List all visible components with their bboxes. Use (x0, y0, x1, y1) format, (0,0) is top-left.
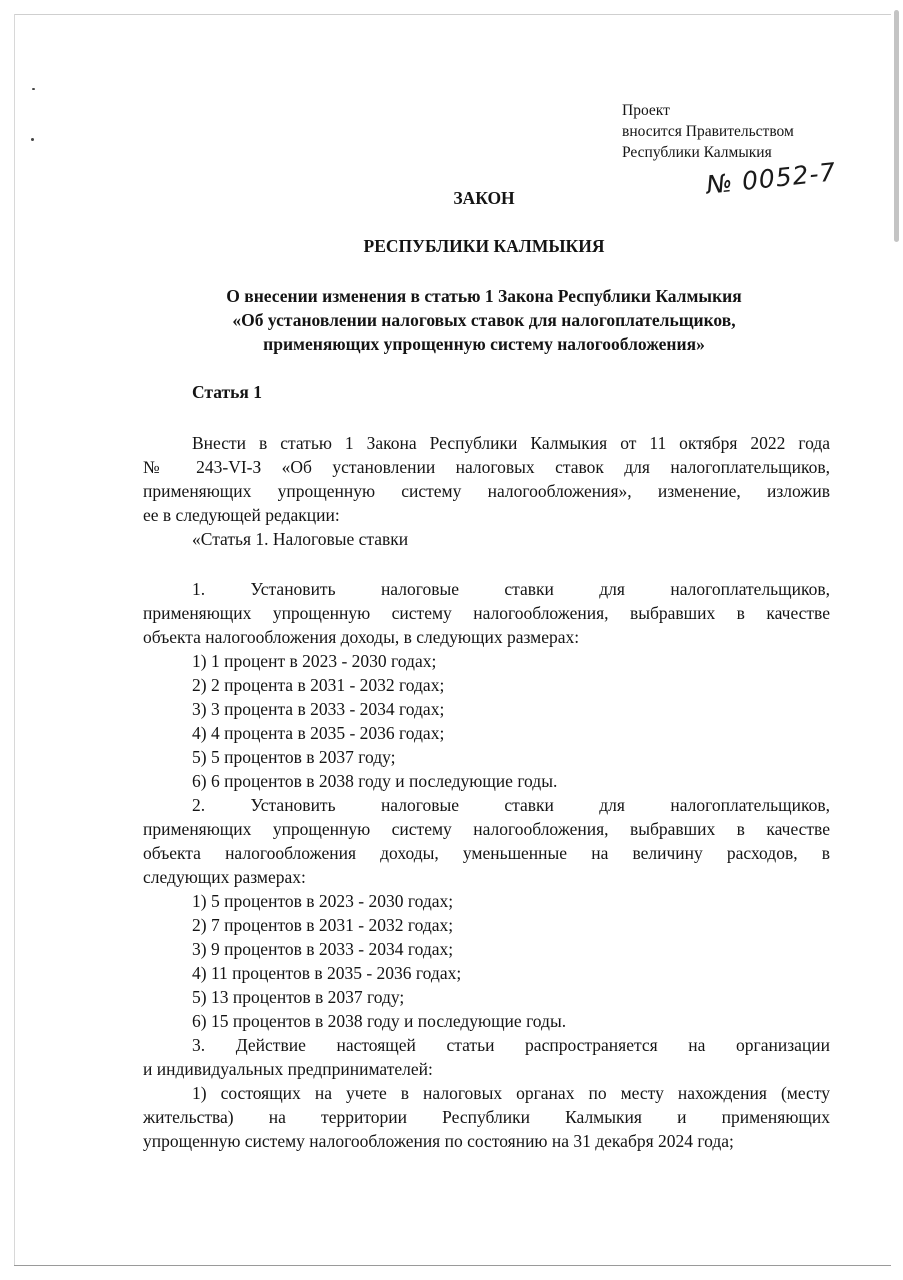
list-item: 5) 5 процентов в 2037 году; (192, 747, 396, 767)
page-edge-top (14, 14, 891, 15)
list-item: 1) 5 процентов в 2023 - 2030 годах; (192, 891, 454, 911)
page-edge-bottom (14, 1265, 891, 1266)
list-item: 3) 9 процентов в 2033 - 2034 годах; (192, 939, 454, 959)
handwritten-registration-number: № 0052-7 (704, 157, 838, 200)
list-item: 2) 2 процента в 2031 - 2032 годах; (192, 675, 445, 695)
law-heading-line: «Об установлении налоговых ставок для налогоплательщиков, (232, 310, 736, 330)
body-line: № 243-VI-З «Об установлении налоговых ставок для налогоплательщиков, (143, 457, 830, 477)
scan-speck (32, 88, 35, 90)
list-item: 1) 1 процент в 2023 - 2030 годах; (192, 651, 437, 671)
list-item: 4) 4 процента в 2035 - 2036 годах; (192, 723, 445, 743)
body-line: следующих размерах: (143, 867, 306, 887)
body-line: объекта налогообложения доходы, в следующих размерах: (143, 627, 580, 647)
list-item: 5) 13 процентов в 2037 году; (192, 987, 405, 1007)
body-line: Внести в статью 1 Закона Республики Калмыкия от 11 октября 2022 года (192, 433, 830, 453)
body-line: «Статья 1. Налоговые ставки (192, 529, 409, 549)
list-item: 2) 7 процентов в 2031 - 2032 годах; (192, 915, 454, 935)
body-line: объекта налогообложения доходы, уменьшенные на величину расходов, в (143, 843, 830, 863)
body-line: упрощенную систему налогообложения по состоянию на 31 декабря 2024 года; (143, 1131, 734, 1151)
body-line: и индивидуальных предпринимателей: (143, 1059, 433, 1079)
document-title: ЗАКОН (453, 188, 515, 208)
law-heading-line: применяющих упрощенную систему налогообложения» (263, 334, 705, 354)
project-stamp (622, 100, 794, 163)
list-item: 6) 6 процентов в 2038 году и последующие годы. (192, 771, 558, 791)
body-line: применяющих упрощенную систему налогообложения, выбравших в качестве (143, 603, 830, 623)
document-subtitle: РЕСПУБЛИКИ КАЛМЫКИЯ (363, 236, 605, 256)
body-line: 2. Установить налоговые ставки для налогоплательщиков, (192, 795, 830, 815)
law-heading (0, 284, 903, 356)
stamp-line: Проект (622, 102, 670, 119)
list-item: 4) 11 процентов в 2035 - 2036 годах; (192, 963, 462, 983)
body-line: 1. Установить налоговые ставки для налогоплательщиков, (192, 579, 830, 599)
body-line: 1) состоящих на учете в налоговых органах по месту нахождения (месту (192, 1083, 830, 1103)
body-line: жительства) на территории Республики Калмыкия и применяющих (143, 1107, 830, 1127)
stamp-line: вносится Правительством (622, 123, 794, 140)
list-item: 3) 3 процента в 2033 - 2034 годах; (192, 699, 445, 719)
stamp-line: Республики Калмыкия (622, 144, 772, 161)
body-line: ее в следующей редакции: (143, 505, 340, 525)
law-heading-line: О внесении изменения в статью 1 Закона Республики Калмыкия (226, 286, 742, 306)
article-title: Статья 1 (192, 382, 262, 402)
list-item: 6) 15 процентов в 2038 году и последующие годы. (192, 1011, 567, 1031)
body-line: применяющих упрощенную систему налогообложения», изменение, изложив (143, 481, 830, 501)
body-line: 3. Действие настоящей статьи распространяется на организации (192, 1035, 830, 1055)
body-line: применяющих упрощенную систему налогообложения, выбравших в качестве (143, 819, 830, 839)
scan-speck (31, 138, 34, 141)
